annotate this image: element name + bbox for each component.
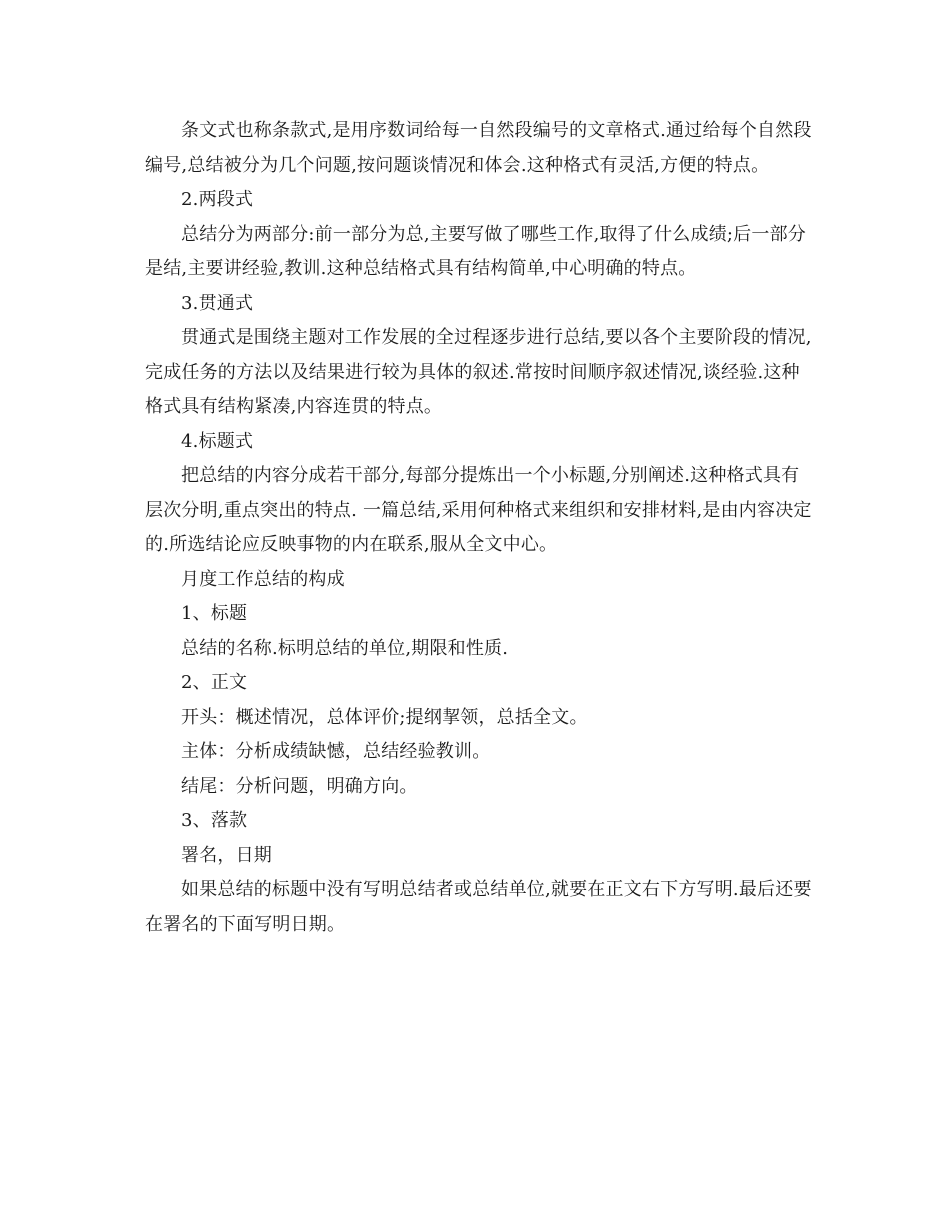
paragraph-liangduanshi-description: 总结分为两部分:前一部分为总,主要写做了哪些工作,取得了什么成绩;后一部分是结,主要讲经验,教训.这种总结格式具有结构简单,中心明确的特点。 bbox=[145, 223, 806, 279]
heading-biaotishi: 4.标题式 bbox=[181, 430, 254, 452]
heading-monthly-summary-structure: 月度工作总结的构成 bbox=[181, 568, 345, 590]
heading-body-section: 2、正文 bbox=[181, 672, 248, 693]
paragraph-title-description: 总结的名称.标明总结的单位,期限和性质. bbox=[181, 637, 509, 659]
heading-liangduanshi: 2.两段式 bbox=[181, 189, 254, 210]
paragraph-opening: 开头：概述情况，总体评价;提纲挈领，总括全文。 bbox=[181, 706, 588, 728]
heading-signature-section: 3、落款 bbox=[181, 810, 248, 831]
heading-title-section: 1、标题 bbox=[181, 603, 248, 624]
heading-guantongshi: 3.贯通式 bbox=[181, 292, 254, 314]
paragraph-guantongshi-description: 贯通式是围绕主题对工作发展的全过程逐步进行总结,要以各个主要阶段的情况,完成任务的方法以及结果进行较为具体的叙述.常按时间顺序叙述情况,谈经验.这种格式具有结构紧凑,内容连贯的特点。 bbox=[145, 327, 812, 417]
paragraph-main-body: 主体：分析成绩缺憾，总结经验教训。 bbox=[181, 741, 491, 762]
paragraph-ending: 结尾：分析问题，明确方向。 bbox=[181, 775, 418, 797]
paragraph-biaotishi-description: 把总结的内容分成若干部分,每部分提炼出一个小标题,分别阐述.这种格式具有层次分明,重点突出的特点. 一篇总结,采用何种格式来组织和安排材料,是由内容决定的.所选结论应反映事物的内在联系,服从全文中心。 bbox=[145, 465, 812, 555]
paragraph-tiaowenshi-description: 条文式也称条款式,是用序数词给每一自然段编号的文章格式.通过给每个自然段编号,总结被分为几个问题,按问题谈情况和体会.这种格式有灵活,方便的特点。 bbox=[145, 120, 812, 176]
paragraph-signature-instructions: 如果总结的标题中没有写明总结者或总结单位,就要在正文右下方写明.最后还要在署名的下面写明日期。 bbox=[145, 879, 812, 935]
paragraph-signature-date: 署名，日期 bbox=[181, 844, 272, 866]
document-body bbox=[145, 114, 817, 942]
